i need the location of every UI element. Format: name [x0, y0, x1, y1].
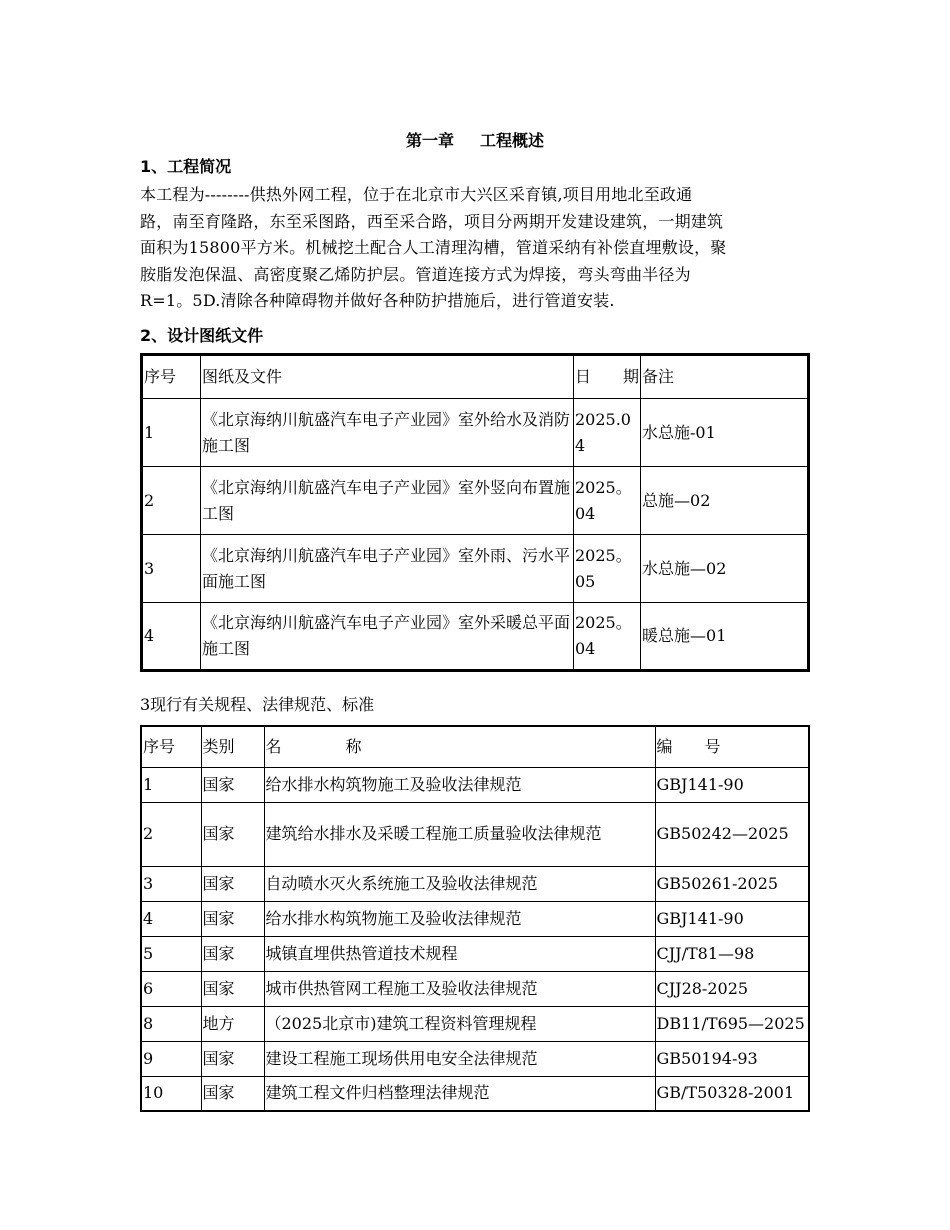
paragraph-line: 本工程为--------供热外网工程，位于在北京市大兴区采育镇,项目用地北至政通	[140, 185, 693, 204]
section-heading-overview: 1、工程简况	[140, 157, 232, 176]
document-name-cell: 《北京海纳川航盛汽车电子产业园》室外雨、污水平面施工图	[201, 535, 574, 603]
chapter-name: 工程概述	[480, 131, 545, 150]
category-cell: 国家	[201, 1076, 264, 1111]
header-cell: 序号	[141, 726, 201, 767]
paragraph-line: 面积为15800平方米。机械挖土配合人工清理沟槽，管道采纳有补偿直埋敷设，聚	[140, 238, 727, 257]
standard-name-cell: 城市供热管网工程施工及验收法律规范	[264, 971, 655, 1006]
row-number-cell: 9	[141, 1041, 201, 1076]
header-cell: 名 称	[264, 726, 655, 767]
standard-code-cell: GB50242—2025	[655, 802, 809, 866]
category-cell: 国家	[201, 936, 264, 971]
overview-paragraph	[140, 182, 812, 315]
paragraph-line: R=1。5D.清除各种障碍物并做好各种防护措施后，进行管道安装.	[140, 291, 615, 310]
standard-name-cell: 建筑给水排水及采暖工程施工质量验收法律规范	[264, 802, 655, 866]
standard-name-cell: 建筑工程文件归档整理法律规范	[264, 1076, 655, 1111]
header-cell: 编 号	[655, 726, 809, 767]
paragraph-line: 路，南至育隆路，东至采图路，西至采合路，项目分两期开发建设建筑，一期建筑	[140, 211, 724, 231]
document-name-cell: 《北京海纳川航盛汽车电子产业园》室外采暖总平面施工图	[201, 603, 574, 671]
date-cell: 2025.04	[574, 399, 641, 467]
category-cell: 国家	[201, 1041, 264, 1076]
row-number-cell: 1	[141, 767, 201, 802]
chapter-title	[0, 128, 950, 151]
table-row	[142, 467, 809, 535]
row-number-cell: 3	[142, 535, 201, 603]
drawings-table	[140, 353, 810, 672]
remark-cell: 水总施—02	[641, 535, 809, 603]
document-name-cell: 《北京海纳川航盛汽车电子产业园》室外给水及消防施工图	[201, 399, 574, 467]
category-cell: 国家	[201, 971, 264, 1006]
row-number-cell: 5	[141, 936, 201, 971]
row-number-cell: 3	[141, 866, 201, 901]
remark-cell: 总施—02	[641, 467, 809, 535]
table-row	[141, 1041, 809, 1076]
table-row	[141, 866, 809, 901]
standard-name-cell: 给水排水构筑物施工及验收法律规范	[264, 901, 655, 936]
row-number-cell: 2	[142, 467, 201, 535]
category-cell: 国家	[201, 767, 264, 802]
table-row	[142, 603, 809, 671]
table-row	[141, 936, 809, 971]
table-header-row	[141, 726, 809, 767]
remark-cell: 暖总施—01	[641, 603, 809, 671]
date-cell: 2025。04	[574, 603, 641, 671]
category-cell: 地方	[201, 1006, 264, 1041]
row-number-cell: 10	[141, 1076, 201, 1111]
header-cell: 图纸及文件	[201, 355, 574, 399]
section-heading-drawings: 2、设计图纸文件	[140, 326, 264, 345]
table-row	[141, 767, 809, 802]
chapter-number: 第一章	[405, 131, 454, 150]
row-number-cell: 6	[141, 971, 201, 1006]
standard-code-cell: GB/T50328-2001	[655, 1076, 809, 1111]
category-cell: 国家	[201, 802, 264, 866]
header-cell: 日 期	[574, 355, 641, 399]
standard-name-cell: 建设工程施工现场供用电安全法律规范	[264, 1041, 655, 1076]
standard-name-cell: 给水排水构筑物施工及验收法律规范	[264, 767, 655, 802]
table-header-row	[142, 355, 809, 399]
category-cell: 国家	[201, 866, 264, 901]
table-row	[141, 1006, 809, 1041]
row-number-cell: 2	[141, 802, 201, 866]
standard-code-cell: GBJ141-90	[655, 901, 809, 936]
row-number-cell: 1	[142, 399, 201, 467]
standard-name-cell: （2025北京市)建筑工程资料管理规程	[264, 1006, 655, 1041]
standard-code-cell: CJJ/T81—98	[655, 936, 809, 971]
category-cell: 国家	[201, 901, 264, 936]
standard-code-cell: GB50261-2025	[655, 866, 809, 901]
table-row	[142, 399, 809, 467]
table-row	[141, 1076, 809, 1111]
table-row	[141, 802, 809, 866]
standard-name-cell: 自动喷水灭火系统施工及验收法律规范	[264, 866, 655, 901]
standard-code-cell: DB11/T695—2025	[655, 1006, 809, 1041]
row-number-cell: 4	[141, 901, 201, 936]
header-cell: 备注	[641, 355, 809, 399]
table-row	[141, 901, 809, 936]
document-name-cell: 《北京海纳川航盛汽车电子产业园》室外竖向布置施工图	[201, 467, 574, 535]
date-cell: 2025。04	[574, 467, 641, 535]
standard-name-cell: 城镇直埋供热管道技术规程	[264, 936, 655, 971]
date-cell: 2025。05	[574, 535, 641, 603]
standard-code-cell: GB50194-93	[655, 1041, 809, 1076]
table-row	[141, 971, 809, 1006]
standards-table	[140, 725, 810, 1112]
header-cell: 类别	[201, 726, 264, 767]
standard-code-cell: CJJ28-2025	[655, 971, 809, 1006]
remark-cell: 水总施-01	[641, 399, 809, 467]
standard-code-cell: GBJ141-90	[655, 767, 809, 802]
paragraph-line: 胺脂发泡保温、高密度聚乙烯防护层。管道连接方式为焊接，弯头弯曲半径为	[140, 264, 691, 284]
row-number-cell: 8	[141, 1006, 201, 1041]
header-cell: 序号	[142, 355, 201, 399]
row-number-cell: 4	[142, 603, 201, 671]
section-heading-standards: 3现行有关规程、法律规范、标准	[140, 695, 375, 714]
table-row	[142, 535, 809, 603]
